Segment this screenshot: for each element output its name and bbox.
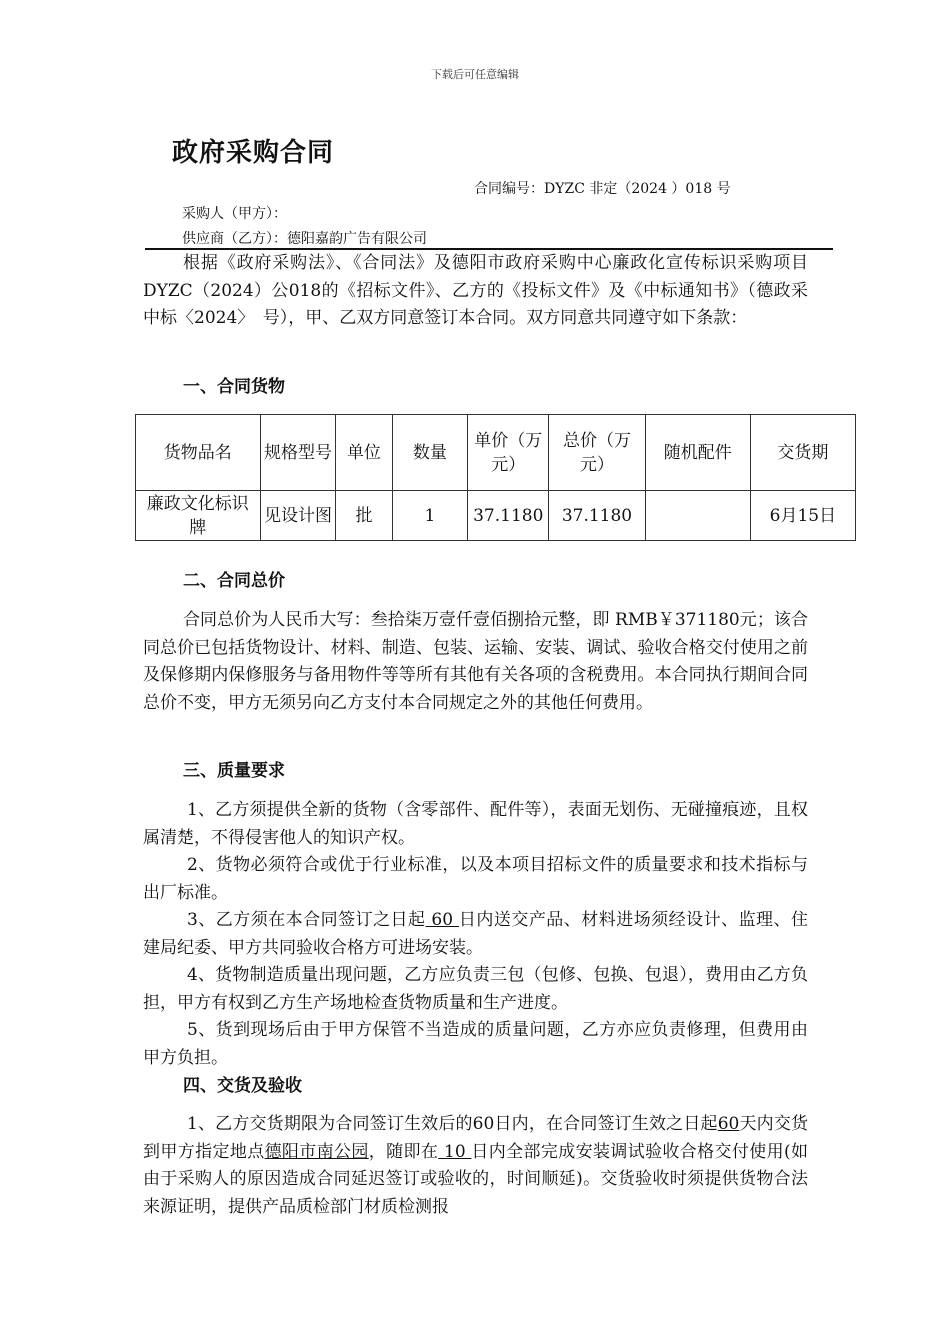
delivery-days: 60 [717, 1114, 740, 1134]
column-header: 货物品名 [136, 415, 261, 491]
delivery-text-4: 日内全部完成安装调试验收合格交付使用(如由于采购人的原因造成合同延迟签订或验收的，时间顺延)。交货验收时须提供货物合法来源证明，提供产品质检部门材质检测报 [143, 1141, 808, 1217]
delivery-text-3: ，随即在 [368, 1141, 439, 1162]
header-note: 下载后可任意编辑 [431, 68, 519, 81]
supplier-line: 供应商（乙方）：德阳嘉韵广告有限公司 [182, 231, 427, 247]
total-price-paragraph: 合同总价为人民币大写：叁拾柒万壹仟壹佰捌拾元整，即 RMB￥371180元；该合同总价已包括货物设计、材料、制造、包装、运输、安装、调试、验收合格交付使用之前及保修期内保修服务与备用物件等等所有其他有关各项的含税费用。本合同执行期间合同总价不变，甲方无须另向乙方支付本合同规定之外的其他任何费用。 [143, 610, 808, 713]
column-header: 随机配件 [645, 415, 750, 491]
column-header: 数量 [392, 415, 468, 491]
page-title: 政府采购合同 [172, 138, 335, 168]
section-heading-total-price: 二、合同总价 [183, 571, 285, 591]
column-header: 单位 [336, 415, 392, 491]
quality-item-3-text-a: 3、乙方须在本合同签订之日起 [187, 910, 426, 930]
table-cell: 1 [392, 491, 468, 541]
table-row [136, 491, 856, 541]
table-cell: 见设计图 [260, 491, 336, 541]
table-cell: 37.1180 [549, 491, 646, 541]
quality-item-4: 4、货物制造质量出现问题，乙方应负责三包（包修、包换、包退），费用由乙方负担，甲方有权到乙方生产场地检查货物质量和生产进度。 [143, 965, 808, 1013]
quality-item-3-text-b: 日内送交产品、材料进场须经设计、监理、住建局纪委、甲方共同验收合格方可进场安装。 [143, 910, 808, 958]
quality-item-5: 5、货到现场后由于甲方保管不当造成的质量问题，乙方亦应负责修理，但费用由甲方负担。 [143, 1020, 808, 1068]
section-heading-goods: 一、合同货物 [183, 377, 285, 397]
table-header-row [136, 415, 856, 491]
contract-number: 合同编号：DYZC 非定（2024 ）018 号 [474, 181, 731, 197]
intro-paragraph: 根据《政府采购法》、《合同法》及德阳市政府采购中心廉政化宣传标识采购项目DYZC（2024）公018的《招标文件》、乙方的《投标文件》及《中标通知书》（德政采中标〈2024〉 号），甲、乙双方同意签订本合同。双方同意共同遵守如下条款： [143, 253, 808, 328]
column-header: 规格型号 [260, 415, 336, 491]
table-cell: 廉政文化标识牌 [136, 491, 261, 541]
section-heading-delivery: 四、交货及验收 [183, 1076, 302, 1096]
delivery-item-1 [143, 1111, 808, 1221]
table-cell: 6月15日 [750, 491, 855, 541]
goods-table [135, 414, 856, 541]
table-cell: 37.1180 [468, 491, 549, 541]
table-cell [645, 491, 750, 541]
quality-item-1: 1、乙方须提供全新的货物（含零部件、配件等），表面无划伤、无碰撞痕迹，且权属清楚，不得侵害他人的知识产权。 [143, 800, 808, 848]
buyer-line: 采购人（甲方）： [182, 206, 287, 222]
column-header: 交货期 [750, 415, 855, 491]
section-heading-quality: 三、质量要求 [183, 761, 285, 781]
delivery-text-1: 1、乙方交货期限为合同签订生效后的60日内，在合同签订生效之日起 [187, 1114, 718, 1134]
table-cell: 批 [336, 491, 392, 541]
delivery-days-value: 60 [425, 910, 459, 930]
quality-item-3 [143, 907, 808, 962]
delivery-place: 德阳市南公园 [264, 1141, 369, 1162]
delivery-text-2: 天内交货到甲方指定地点 [143, 1114, 809, 1162]
quality-item-2: 2、货物必须符合或优于行业标准，以及本项目招标文件的质量要求和技术指标与出厂标准。 [143, 855, 808, 903]
delivery-paragraph [143, 1111, 808, 1221]
column-header: 总价（万元） [549, 415, 646, 491]
quality-requirements [143, 797, 808, 1072]
column-header: 单价（万元） [468, 415, 549, 491]
install-days: 10 [438, 1141, 472, 1162]
